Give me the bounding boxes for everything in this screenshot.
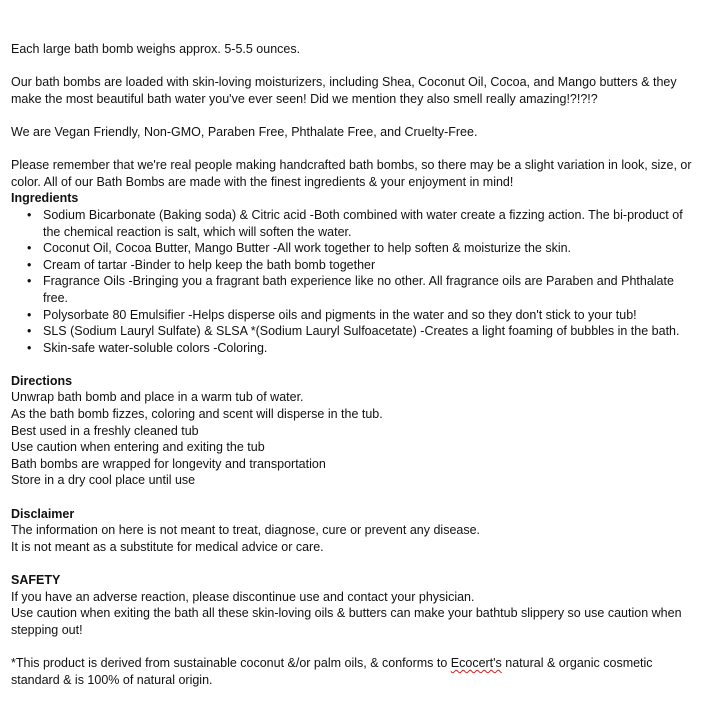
disclaimer-heading: Disclaimer: [11, 506, 75, 521]
spacer: [11, 58, 702, 75]
intro-weight: Each large bath bomb weighs approx. 5-5.5 ounces.: [11, 42, 301, 56]
intro-claims: We are Vegan Friendly, Non-GMO, Paraben Free, Phthalate Free, and Cruelty-Free.: [11, 124, 478, 139]
safety-line: Use caution when exiting the bath all these skin-loving oils & butters can make your bathtub slippery so use caution when stepping out!: [11, 606, 682, 637]
footnote-text: natural & organic cosmetic standard & is 100% of natural origin.: [11, 655, 653, 687]
spacer: [11, 638, 702, 655]
ingredients-heading: Ingredients: [11, 191, 79, 206]
list-item: • Cream of tartar -Binder to help keep the bath bomb together: [11, 257, 702, 274]
intro-moisturizers: Our bath bombs are loaded with skin-loving moisturizers, including Shea, Coconut Oil, Cocoa, and Mango butters & they make the most beautiful bath water you've ever seen! Did we mention they also smell really amazing!?!?!?: [11, 75, 677, 106]
spacer: [11, 141, 702, 158]
spellcheck-flagged-word[interactable]: Ecocert's: [450, 655, 502, 670]
spacer: [11, 356, 702, 373]
directions-heading: Directions: [11, 373, 73, 388]
list-item: • Skin-safe water-soluble colors -Coloring.: [11, 340, 702, 357]
ingredients-list: [11, 207, 702, 356]
spacer: [11, 489, 702, 506]
list-item: • Coconut Oil, Cocoa Butter, Mango Butter -All work together to help soften & moisturize the skin.: [11, 240, 702, 257]
footnote: [11, 655, 702, 688]
disclaimer-line: It is not meant as a substitute for medical advice or care.: [11, 539, 324, 554]
disclaimer-line: The information on here is not meant to treat, diagnose, cure or prevent any disease.: [11, 523, 481, 538]
directions-line: Best used in a freshly cleaned tub: [11, 423, 199, 438]
list-item: • SLS (Sodium Lauryl Sulfate) & SLSA *(Sodium Lauryl Sulfoacetate) -Creates a light foaming of bubbles in the bath.: [11, 323, 702, 340]
spacer: [11, 555, 702, 572]
list-item: • Fragrance Oils -Bringing you a fragrant bath experience like no other. All fragrance oils are Paraben and Phthalate free.: [11, 273, 702, 306]
directions-line: Store in a dry cool place until use: [11, 473, 196, 488]
safety-line: If you have an adverse reaction, please discontinue use and contact your physician.: [11, 589, 475, 604]
spacer: [11, 107, 702, 124]
directions-line: As the bath bomb fizzes, coloring and scent will disperse in the tub.: [11, 407, 383, 422]
safety-heading: SAFETY: [11, 573, 61, 587]
list-item: • Sodium Bicarbonate (Baking soda) & Citric acid -Both combined with water create a fizzing action. The bi-product of the chemical reaction is salt, which will soften the water.: [11, 207, 702, 240]
directions-line: Use caution when entering and exiting the tub: [11, 440, 265, 455]
intro-handcrafted: Please remember that we're real people making handcrafted bath bombs, so there may be a slight variation in look, size, or color. All of our Bath Bombs are made with the finest ingredients & your enjoyment in mind!: [11, 158, 692, 189]
directions-line: Unwrap bath bomb and place in a warm tub of water.: [11, 390, 304, 405]
footnote-text: *This product is derived from sustainable coconut &/or palm oils, & conforms to: [11, 655, 451, 670]
directions-line: Bath bombs are wrapped for longevity and transportation: [11, 456, 326, 471]
list-item: • Polysorbate 80 Emulsifier -Helps disperse oils and pigments in the water and so they don't stick to your tub!: [11, 307, 702, 324]
